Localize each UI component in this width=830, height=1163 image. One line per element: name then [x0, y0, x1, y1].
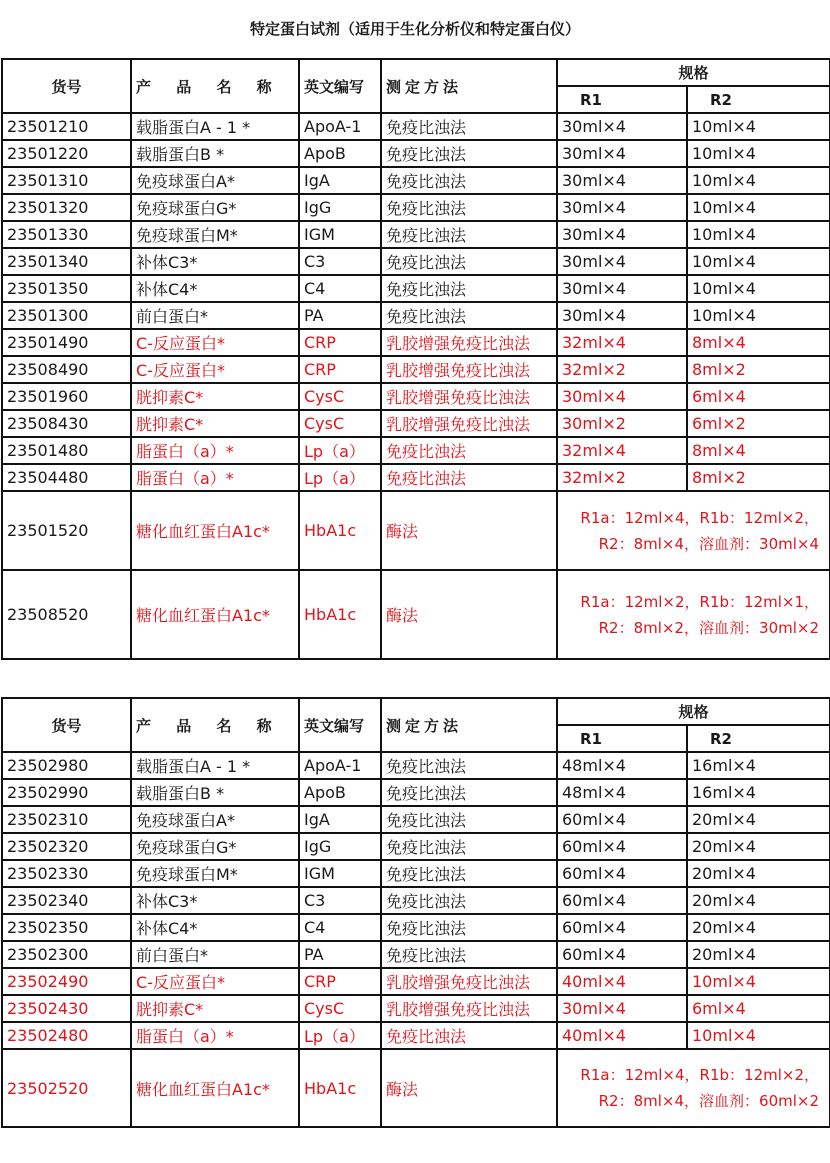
spec-r1: 48ml×4 [557, 779, 687, 806]
spec-r2: 8ml×4 [687, 329, 830, 356]
spec-r2: 10ml×4 [687, 167, 830, 194]
product-name: 免疫球蛋白G* [131, 833, 299, 860]
test-method: 免疫比浊法 [381, 140, 557, 167]
spec-r1: 40ml×4 [557, 968, 687, 995]
spec-r1: 30ml×4 [557, 302, 687, 329]
spec-r1: 30ml×4 [557, 113, 687, 140]
spec-r1: 60ml×4 [557, 941, 687, 968]
test-method: 乳胶增强免疫比浊法 [381, 995, 557, 1022]
header-item-no: 货号 [2, 59, 131, 113]
item-number: 23502350 [2, 914, 131, 941]
product-name: 免疫球蛋白M* [131, 860, 299, 887]
spec-r2: 10ml×4 [687, 1022, 830, 1049]
header-product-name: 产 品 名 称 [131, 698, 299, 752]
table-row [2, 221, 830, 248]
test-method: 免疫比浊法 [381, 464, 557, 491]
test-method: 免疫比浊法 [381, 248, 557, 275]
test-method: 乳胶增强免疫比浊法 [381, 356, 557, 383]
spec-r2: 10ml×4 [687, 248, 830, 275]
abbreviation: CysC [299, 995, 381, 1022]
spec-r2: 10ml×4 [687, 275, 830, 302]
abbreviation: IgA [299, 167, 381, 194]
product-name: 补体C4* [131, 275, 299, 302]
abbreviation: PA [299, 302, 381, 329]
spec-line-2: R2：8ml×4，溶血剂：60ml×2 [598, 1092, 820, 1110]
test-method: 免疫比浊法 [381, 941, 557, 968]
test-method: 免疫比浊法 [381, 806, 557, 833]
table-row [2, 914, 830, 941]
table-row-hba1c [2, 491, 830, 570]
spec-r1: 60ml×4 [557, 914, 687, 941]
abbreviation: C3 [299, 248, 381, 275]
table-row [2, 302, 830, 329]
table-1-body [2, 113, 830, 659]
spec-r2: 20ml×4 [687, 833, 830, 860]
item-number: 23502990 [2, 779, 131, 806]
table-row [2, 356, 830, 383]
product-name: C-反应蛋白* [131, 968, 299, 995]
product-name: 胱抑素C* [131, 995, 299, 1022]
spec-r1: 30ml×4 [557, 221, 687, 248]
product-name: 脂蛋白（a）* [131, 464, 299, 491]
product-name: 载脂蛋白B * [131, 140, 299, 167]
item-number: 23501960 [2, 383, 131, 410]
abbreviation: Lp（a） [299, 1022, 381, 1049]
spec-r1: 48ml×4 [557, 752, 687, 779]
abbreviation: Lp（a） [299, 464, 381, 491]
abbreviation: IGM [299, 860, 381, 887]
spec-r2: 6ml×4 [687, 995, 830, 1022]
spec-r1: 32ml×2 [557, 356, 687, 383]
item-number: 23502480 [2, 1022, 131, 1049]
product-name: 前白蛋白* [131, 941, 299, 968]
test-method: 乳胶增强免疫比浊法 [381, 383, 557, 410]
spec-r2: 10ml×4 [687, 194, 830, 221]
test-method: 免疫比浊法 [381, 779, 557, 806]
abbreviation: C4 [299, 914, 381, 941]
test-method: 免疫比浊法 [381, 437, 557, 464]
table-row [2, 275, 830, 302]
product-name: 免疫球蛋白M* [131, 221, 299, 248]
spec-r1: 30ml×4 [557, 248, 687, 275]
product-name: 载脂蛋白A - 1 * [131, 113, 299, 140]
product-name: C-反应蛋白* [131, 329, 299, 356]
product-name: 免疫球蛋白A* [131, 806, 299, 833]
abbreviation: ApoA-1 [299, 113, 381, 140]
spec-r1: 60ml×4 [557, 806, 687, 833]
table-row [2, 1022, 830, 1049]
spec-r2: 20ml×4 [687, 887, 830, 914]
header-r2: R2 [687, 725, 830, 752]
spec-line-1: R1a：12ml×4，R1b：12ml×2， [580, 508, 820, 527]
spec-line-1: R1a：12ml×4，R1b：12ml×2， [580, 1066, 820, 1084]
table-row [2, 968, 830, 995]
product-name: 糖化血红蛋白A1c* [131, 1049, 299, 1127]
spec-r2: 16ml×4 [687, 752, 830, 779]
spec-r2: 10ml×4 [687, 221, 830, 248]
table-row [2, 752, 830, 779]
spec-combined [557, 570, 830, 659]
product-name: C-反应蛋白* [131, 356, 299, 383]
item-number: 23502980 [2, 752, 131, 779]
product-name: 前白蛋白* [131, 302, 299, 329]
abbreviation: HbA1c [299, 570, 381, 659]
table-row [2, 248, 830, 275]
item-number: 23508430 [2, 410, 131, 437]
header-spec: 规格 [557, 59, 830, 86]
abbreviation: CRP [299, 329, 381, 356]
header-r2: R2 [687, 86, 830, 113]
abbreviation: PA [299, 941, 381, 968]
spec-r1: 32ml×4 [557, 329, 687, 356]
table-row [2, 194, 830, 221]
table-row [2, 806, 830, 833]
product-name: 载脂蛋白B * [131, 779, 299, 806]
spec-r1: 30ml×4 [557, 995, 687, 1022]
item-number: 23501350 [2, 275, 131, 302]
abbreviation: IgA [299, 806, 381, 833]
abbreviation: ApoA-1 [299, 752, 381, 779]
item-number: 23501320 [2, 194, 131, 221]
reagent-table-1 [1, 58, 830, 660]
test-method: 免疫比浊法 [381, 302, 557, 329]
spec-r2: 20ml×4 [687, 941, 830, 968]
spec-r1: 32ml×2 [557, 464, 687, 491]
item-number: 23502520 [2, 1049, 131, 1127]
test-method: 免疫比浊法 [381, 113, 557, 140]
table-row [2, 167, 830, 194]
product-name: 免疫球蛋白G* [131, 194, 299, 221]
item-number: 23502340 [2, 887, 131, 914]
item-number: 23502320 [2, 833, 131, 860]
header-abbr: 英文编写 [299, 698, 381, 752]
item-number: 23502430 [2, 995, 131, 1022]
spec-r2: 8ml×2 [687, 356, 830, 383]
product-name: 载脂蛋白A - 1 * [131, 752, 299, 779]
item-number: 23502300 [2, 941, 131, 968]
abbreviation: IgG [299, 194, 381, 221]
spec-r2: 20ml×4 [687, 806, 830, 833]
spec-r2: 20ml×4 [687, 860, 830, 887]
abbreviation: CRP [299, 356, 381, 383]
header-product-name: 产 品 名 称 [131, 59, 299, 113]
page-title: 特定蛋白试剂（适用于生化分析仪和特定蛋白仪） [249, 20, 580, 38]
table-row [2, 113, 830, 140]
abbreviation: ApoB [299, 779, 381, 806]
product-name: 胱抑素C* [131, 410, 299, 437]
table-row [2, 887, 830, 914]
test-method: 乳胶增强免疫比浊法 [381, 410, 557, 437]
header-abbr: 英文编写 [299, 59, 381, 113]
test-method: 免疫比浊法 [381, 167, 557, 194]
product-name: 糖化血红蛋白A1c* [131, 570, 299, 659]
abbreviation: C3 [299, 887, 381, 914]
product-name: 脂蛋白（a）* [131, 1022, 299, 1049]
spec-r2: 16ml×4 [687, 779, 830, 806]
header-r1: R1 [557, 86, 687, 113]
header-r1: R1 [557, 725, 687, 752]
test-method: 免疫比浊法 [381, 221, 557, 248]
table-row-hba1c [2, 570, 830, 659]
test-method: 免疫比浊法 [381, 887, 557, 914]
test-method: 酶法 [381, 570, 557, 659]
spec-r2: 10ml×4 [687, 302, 830, 329]
table-row [2, 410, 830, 437]
header-spec: 规格 [557, 698, 830, 725]
item-number: 23508520 [2, 570, 131, 659]
product-name: 胱抑素C* [131, 383, 299, 410]
spec-r1: 60ml×4 [557, 833, 687, 860]
product-name: 糖化血红蛋白A1c* [131, 491, 299, 570]
spec-r1: 60ml×4 [557, 860, 687, 887]
table-row [2, 464, 830, 491]
abbreviation: CysC [299, 383, 381, 410]
spec-r1: 40ml×4 [557, 1022, 687, 1049]
spec-line-1: R1a：12ml×2，R1b：12ml×1， [580, 592, 820, 611]
header-method: 测定方法 [381, 698, 557, 752]
item-number: 23501520 [2, 491, 131, 570]
item-number: 23501300 [2, 302, 131, 329]
table-row [2, 860, 830, 887]
spec-r1: 30ml×4 [557, 167, 687, 194]
spec-r2: 8ml×2 [687, 464, 830, 491]
abbreviation: IGM [299, 221, 381, 248]
spec-r2: 10ml×4 [687, 113, 830, 140]
item-number: 23501480 [2, 437, 131, 464]
spec-r2: 6ml×4 [687, 383, 830, 410]
table-row [2, 329, 830, 356]
test-method: 免疫比浊法 [381, 914, 557, 941]
spec-combined [557, 1049, 830, 1127]
spec-r1: 32ml×4 [557, 437, 687, 464]
test-method: 免疫比浊法 [381, 275, 557, 302]
item-number: 23501330 [2, 221, 131, 248]
product-name: 免疫球蛋白A* [131, 167, 299, 194]
abbreviation: IgG [299, 833, 381, 860]
item-number: 23501310 [2, 167, 131, 194]
spec-r1: 30ml×2 [557, 410, 687, 437]
spec-r1: 30ml×4 [557, 194, 687, 221]
table-row [2, 437, 830, 464]
table-row [2, 383, 830, 410]
item-number: 23501340 [2, 248, 131, 275]
table-row [2, 833, 830, 860]
spec-r2: 20ml×4 [687, 914, 830, 941]
table-row [2, 140, 830, 167]
test-method: 乳胶增强免疫比浊法 [381, 329, 557, 356]
abbreviation: ApoB [299, 140, 381, 167]
test-method: 酶法 [381, 491, 557, 570]
spec-line-2: R2：8ml×2，溶血剂：30ml×2 [598, 618, 820, 637]
test-method: 免疫比浊法 [381, 194, 557, 221]
table-row [2, 995, 830, 1022]
header-row [2, 59, 830, 86]
header-method: 测定方法 [381, 59, 557, 113]
spec-r2: 6ml×2 [687, 410, 830, 437]
item-number: 23504480 [2, 464, 131, 491]
test-method: 乳胶增强免疫比浊法 [381, 968, 557, 995]
spec-r1: 30ml×4 [557, 140, 687, 167]
spec-r2: 10ml×4 [687, 968, 830, 995]
spec-line-2: R2：8ml×4，溶血剂：30ml×4 [598, 534, 820, 553]
abbreviation: C4 [299, 275, 381, 302]
item-number: 23502310 [2, 806, 131, 833]
product-name: 补体C3* [131, 887, 299, 914]
abbreviation: HbA1c [299, 491, 381, 570]
item-number: 23502490 [2, 968, 131, 995]
header-row [2, 698, 830, 725]
table-row-hba1c [2, 1049, 830, 1127]
test-method: 免疫比浊法 [381, 860, 557, 887]
header-item-no: 货号 [2, 698, 131, 752]
abbreviation: CysC [299, 410, 381, 437]
spec-r1: 30ml×4 [557, 383, 687, 410]
test-method: 酶法 [381, 1049, 557, 1127]
abbreviation: CRP [299, 968, 381, 995]
test-method: 免疫比浊法 [381, 752, 557, 779]
reagent-table-2 [1, 697, 830, 1128]
spec-r1: 60ml×4 [557, 887, 687, 914]
test-method: 免疫比浊法 [381, 833, 557, 860]
test-method: 免疫比浊法 [381, 1022, 557, 1049]
table-row [2, 779, 830, 806]
item-number: 23508490 [2, 356, 131, 383]
table-row [2, 941, 830, 968]
product-name: 脂蛋白（a）* [131, 437, 299, 464]
spec-r2: 8ml×4 [687, 437, 830, 464]
item-number: 23501210 [2, 113, 131, 140]
spec-r1: 30ml×4 [557, 275, 687, 302]
abbreviation: Lp（a） [299, 437, 381, 464]
item-number: 23502330 [2, 860, 131, 887]
item-number: 23501490 [2, 329, 131, 356]
abbreviation: HbA1c [299, 1049, 381, 1127]
item-number: 23501220 [2, 140, 131, 167]
spec-r2: 10ml×4 [687, 140, 830, 167]
spec-combined [557, 491, 830, 570]
table-2-body [2, 752, 830, 1127]
product-name: 补体C3* [131, 248, 299, 275]
product-name: 补体C4* [131, 914, 299, 941]
